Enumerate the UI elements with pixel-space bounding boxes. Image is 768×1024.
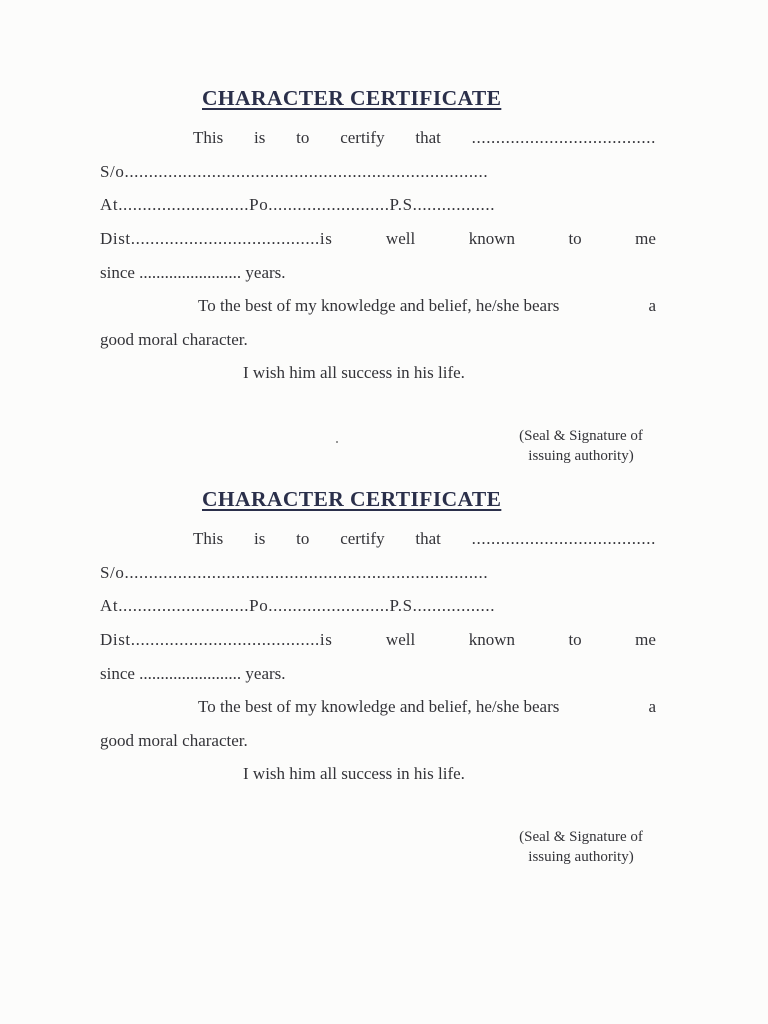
wish-line: I wish him all success in his life. — [243, 363, 465, 382]
text: To the best of my knowledge and belief, he/she bears — [198, 296, 560, 315]
knowledge-line — [198, 296, 656, 316]
seal-signature-label — [496, 426, 666, 466]
address-line: At...........................Po.........................P.S................. — [100, 596, 496, 615]
text: a — [648, 296, 656, 315]
son-of-line: S/o........................................................................... — [100, 563, 489, 582]
word: me — [635, 229, 656, 248]
district-blank: Dist.......................................is — [100, 630, 333, 649]
word: to — [296, 529, 310, 548]
wish-line: I wish him all success in his life. — [243, 764, 465, 783]
word: to — [568, 229, 582, 248]
address-line: At...........................Po.........................P.S................. — [100, 195, 496, 214]
since-line: since ........................ years. — [100, 263, 286, 282]
word: to — [296, 128, 310, 147]
seal-signature-label — [496, 827, 666, 867]
word: certify — [340, 529, 385, 548]
word: that — [415, 529, 441, 548]
certify-line — [193, 128, 656, 148]
certify-line — [193, 529, 656, 549]
word: known — [468, 630, 515, 649]
word: me — [635, 630, 656, 649]
sig-line: issuing authority) — [528, 849, 634, 865]
scan-speck — [336, 441, 338, 443]
word: This — [193, 529, 224, 548]
district-line — [100, 229, 656, 249]
district-line — [100, 630, 656, 650]
word: well — [385, 630, 416, 649]
sig-line: (Seal & Signature of — [519, 829, 643, 845]
word: This — [193, 128, 224, 147]
text: To the best of my knowledge and belief, he/she bears — [198, 697, 560, 716]
name-blank: ...................................... — [471, 128, 656, 147]
word: is — [254, 128, 266, 147]
son-of-line: S/o........................................................................... — [100, 162, 489, 181]
certificate-title: CHARACTER CERTIFICATE — [202, 487, 502, 511]
word: is — [254, 529, 266, 548]
knowledge-line — [198, 697, 656, 717]
word: that — [415, 128, 441, 147]
name-blank: ...................................... — [471, 529, 656, 548]
character-line: good moral character. — [100, 330, 248, 349]
district-blank: Dist.......................................is — [100, 229, 333, 248]
sig-line: (Seal & Signature of — [519, 428, 643, 444]
word: well — [385, 229, 416, 248]
character-line: good moral character. — [100, 731, 248, 750]
sig-line: issuing authority) — [528, 448, 634, 464]
word: to — [568, 630, 582, 649]
since-line: since ........................ years. — [100, 664, 286, 683]
word: known — [468, 229, 515, 248]
text: a — [648, 697, 656, 716]
word: certify — [340, 128, 385, 147]
certificate-title: CHARACTER CERTIFICATE — [202, 86, 502, 110]
